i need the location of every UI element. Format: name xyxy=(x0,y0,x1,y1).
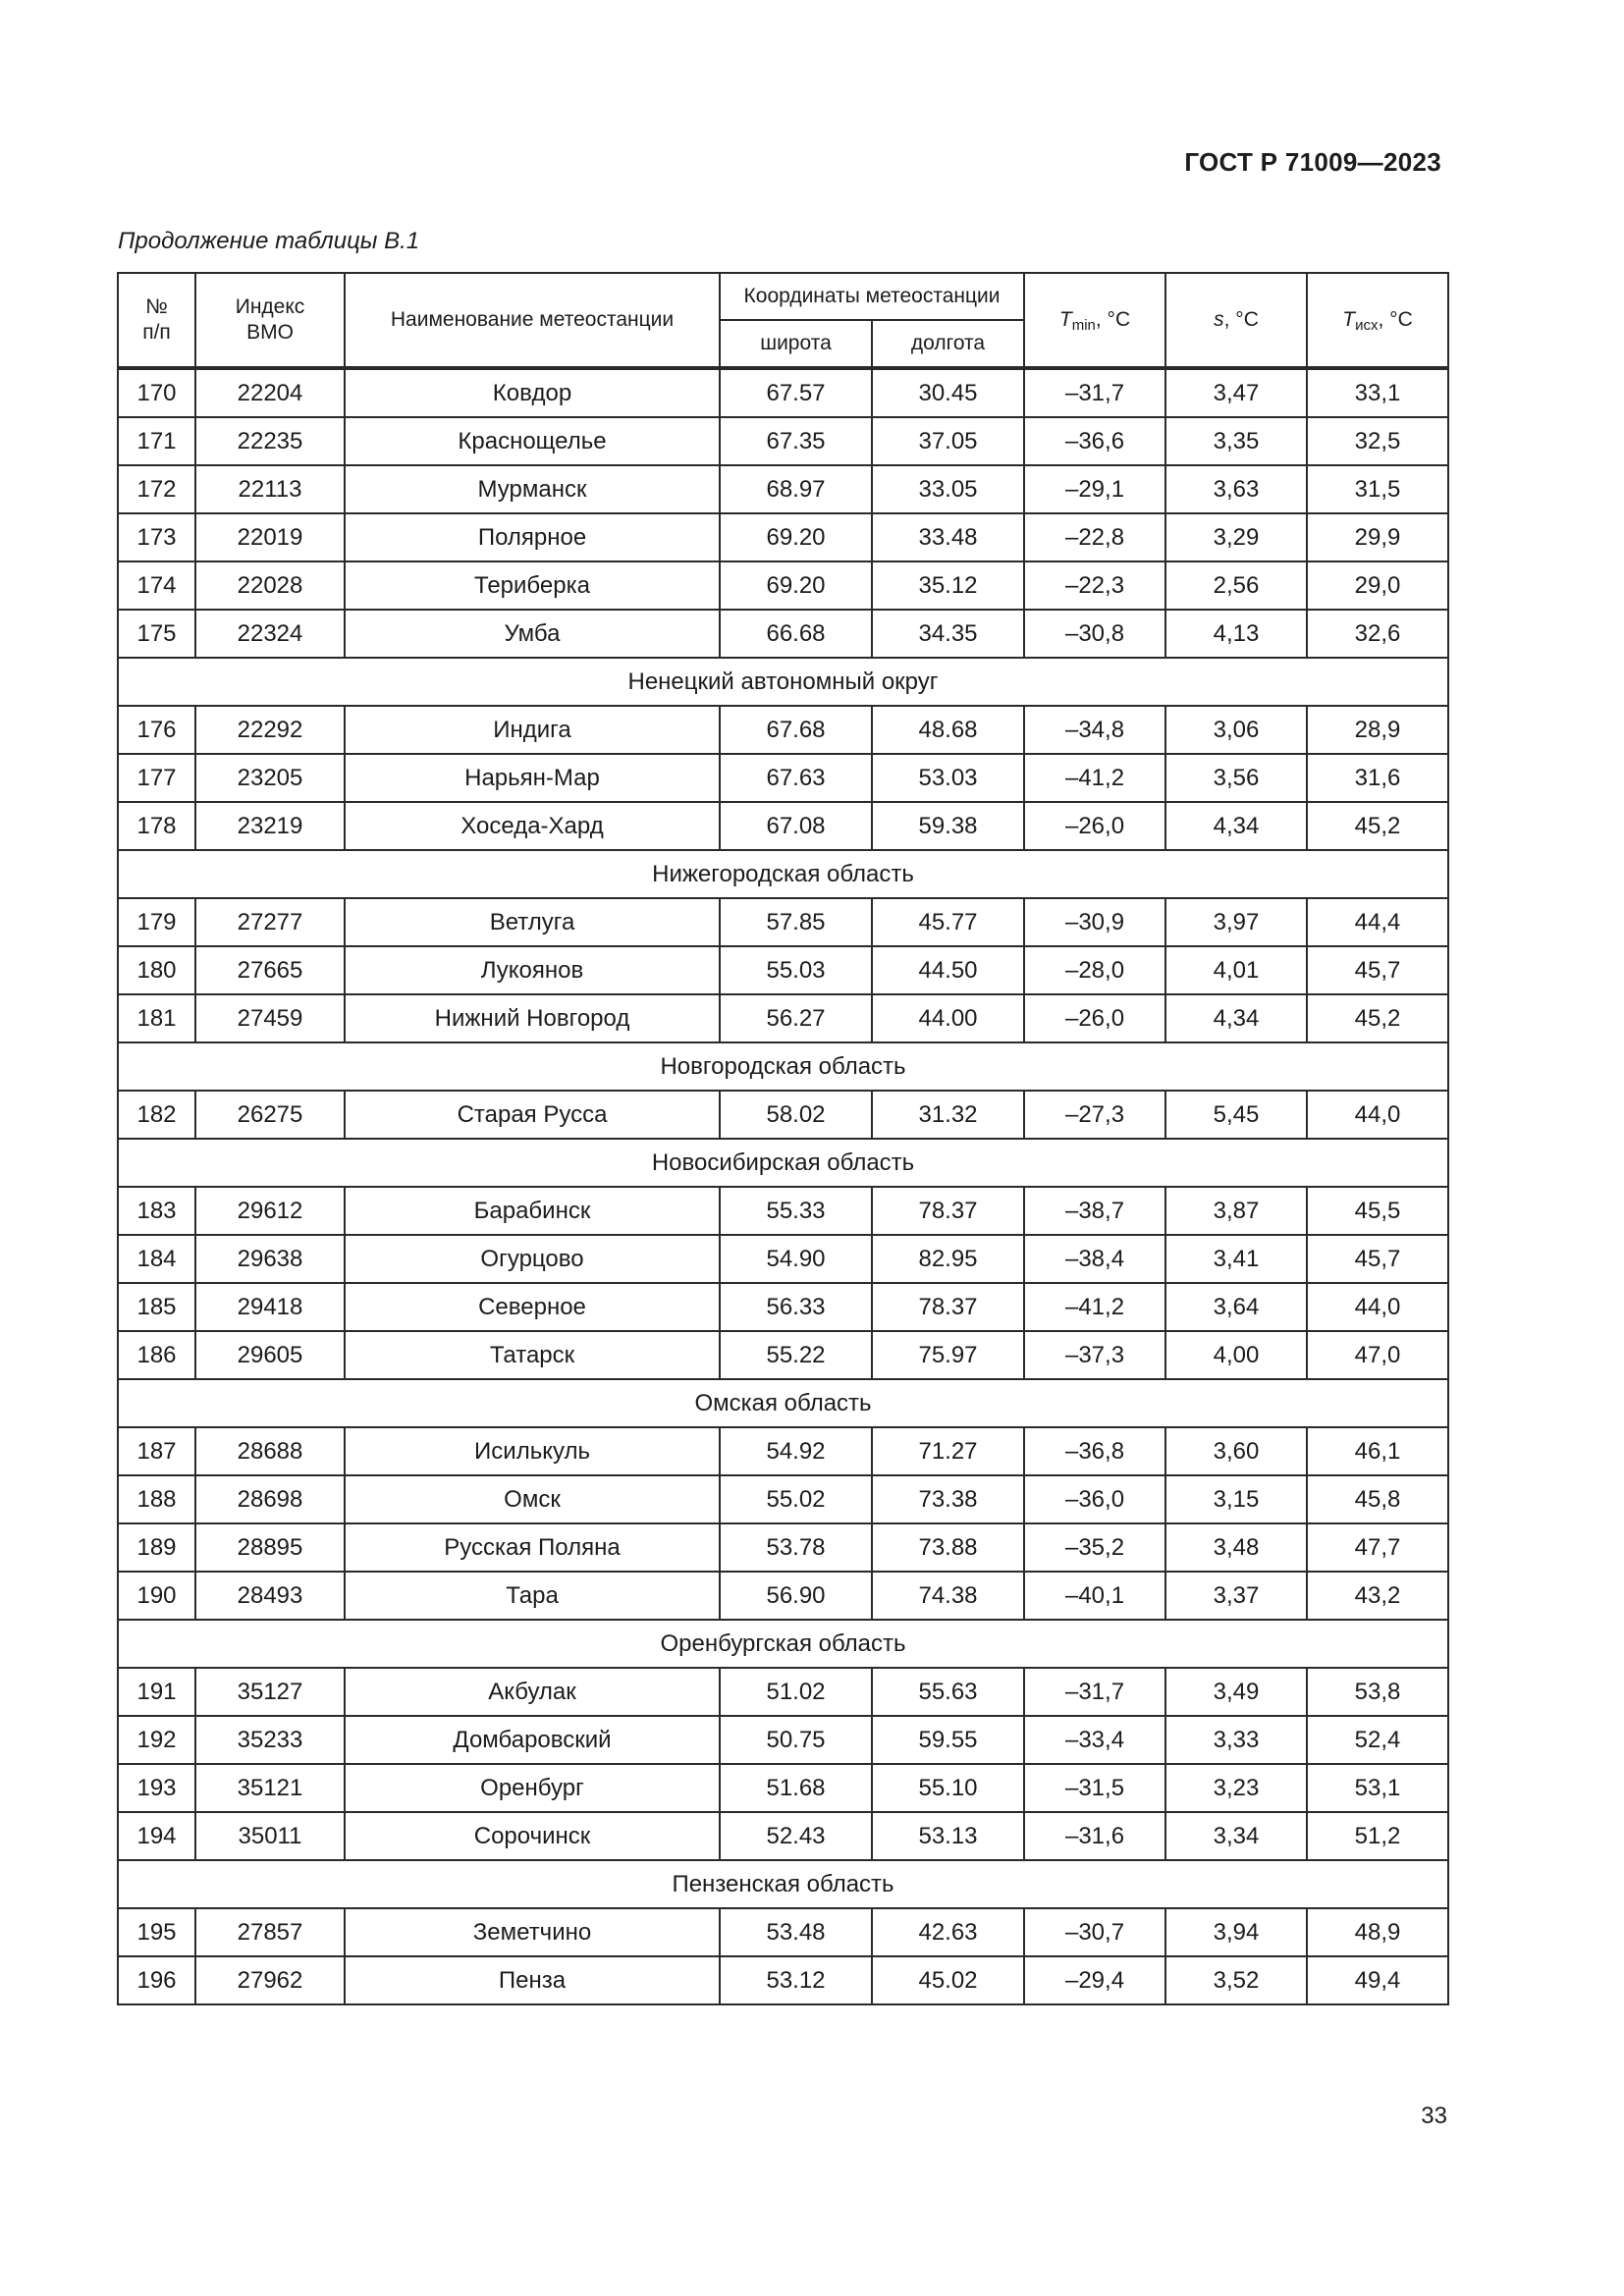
stations-table xyxy=(117,272,1449,2005)
cell-tmin: –26,0 xyxy=(1024,994,1165,1042)
cell-s: 3,87 xyxy=(1165,1187,1307,1235)
cell-tisx: 44,0 xyxy=(1307,1091,1448,1139)
cell-tisx: 32,6 xyxy=(1307,610,1448,658)
cell-latitude: 67.35 xyxy=(720,417,872,465)
cell-tmin: –22,3 xyxy=(1024,561,1165,610)
cell-longitude: 42.63 xyxy=(872,1908,1024,1956)
cell-s: 3,60 xyxy=(1165,1427,1307,1475)
cell-tmin: –30,9 xyxy=(1024,898,1165,946)
region-name: Новгородская область xyxy=(118,1042,1448,1091)
header-tisx xyxy=(1307,273,1448,368)
header-coordinates: Координаты метеостанции xyxy=(720,273,1024,320)
region-name: Новосибирская область xyxy=(118,1139,1448,1187)
cell-s: 3,06 xyxy=(1165,706,1307,754)
cell-number: 170 xyxy=(118,368,195,417)
header-number xyxy=(118,273,195,368)
cell-station-name: Лукоянов xyxy=(345,946,720,994)
cell-s: 5,45 xyxy=(1165,1091,1307,1139)
cell-tisx: 45,2 xyxy=(1307,994,1448,1042)
cell-number: 180 xyxy=(118,946,195,994)
cell-wmo-index: 28698 xyxy=(195,1475,345,1523)
cell-wmo-index: 22019 xyxy=(195,513,345,561)
cell-tisx: 45,2 xyxy=(1307,802,1448,850)
cell-latitude: 67.57 xyxy=(720,368,872,417)
table-row xyxy=(118,1812,1448,1860)
cell-s: 3,49 xyxy=(1165,1668,1307,1716)
cell-wmo-index: 22235 xyxy=(195,417,345,465)
region-row xyxy=(118,1860,1448,1908)
cell-number: 193 xyxy=(118,1764,195,1812)
cell-latitude: 53.12 xyxy=(720,1956,872,2004)
cell-s: 4,34 xyxy=(1165,994,1307,1042)
cell-number: 194 xyxy=(118,1812,195,1860)
table-row xyxy=(118,1908,1448,1956)
cell-tisx: 46,1 xyxy=(1307,1427,1448,1475)
cell-wmo-index: 29605 xyxy=(195,1331,345,1379)
cell-longitude: 78.37 xyxy=(872,1283,1024,1331)
cell-number: 171 xyxy=(118,417,195,465)
cell-longitude: 31.32 xyxy=(872,1091,1024,1139)
cell-tisx: 44,4 xyxy=(1307,898,1448,946)
region-name: Пензенская область xyxy=(118,1860,1448,1908)
cell-s: 4,13 xyxy=(1165,610,1307,658)
cell-s: 3,37 xyxy=(1165,1572,1307,1620)
cell-wmo-index: 35233 xyxy=(195,1716,345,1764)
cell-number: 186 xyxy=(118,1331,195,1379)
table-row xyxy=(118,1764,1448,1812)
cell-tisx: 28,9 xyxy=(1307,706,1448,754)
header-wmo-line2: ВМО xyxy=(246,321,294,344)
table-row xyxy=(118,1187,1448,1235)
cell-latitude: 56.33 xyxy=(720,1283,872,1331)
cell-station-name: Оренбург xyxy=(345,1764,720,1812)
region-row xyxy=(118,850,1448,898)
header-tisx-symbol: T xyxy=(1342,308,1356,331)
cell-wmo-index: 28493 xyxy=(195,1572,345,1620)
cell-s: 3,35 xyxy=(1165,417,1307,465)
cell-station-name: Нижний Новгород xyxy=(345,994,720,1042)
cell-longitude: 45.02 xyxy=(872,1956,1024,2004)
table-row xyxy=(118,610,1448,658)
cell-tisx: 45,7 xyxy=(1307,946,1448,994)
cell-tmin: –38,4 xyxy=(1024,1235,1165,1283)
cell-latitude: 69.20 xyxy=(720,513,872,561)
cell-tmin: –28,0 xyxy=(1024,946,1165,994)
cell-tmin: –41,2 xyxy=(1024,754,1165,802)
cell-s: 3,34 xyxy=(1165,1812,1307,1860)
cell-tmin: –29,4 xyxy=(1024,1956,1165,2004)
cell-station-name: Хоседа-Хард xyxy=(345,802,720,850)
cell-wmo-index: 27459 xyxy=(195,994,345,1042)
cell-latitude: 69.20 xyxy=(720,561,872,610)
cell-s: 2,56 xyxy=(1165,561,1307,610)
cell-number: 196 xyxy=(118,1956,195,2004)
table-row xyxy=(118,465,1448,513)
cell-latitude: 53.48 xyxy=(720,1908,872,1956)
table-row xyxy=(118,1716,1448,1764)
cell-tisx: 32,5 xyxy=(1307,417,1448,465)
cell-tisx: 43,2 xyxy=(1307,1572,1448,1620)
cell-longitude: 45.77 xyxy=(872,898,1024,946)
table-row xyxy=(118,1427,1448,1475)
cell-tisx: 33,1 xyxy=(1307,368,1448,417)
cell-longitude: 55.10 xyxy=(872,1764,1024,1812)
cell-tmin: –31,6 xyxy=(1024,1812,1165,1860)
cell-latitude: 55.22 xyxy=(720,1331,872,1379)
cell-latitude: 55.03 xyxy=(720,946,872,994)
cell-wmo-index: 29418 xyxy=(195,1283,345,1331)
cell-tisx: 53,1 xyxy=(1307,1764,1448,1812)
cell-tmin: –30,8 xyxy=(1024,610,1165,658)
cell-number: 191 xyxy=(118,1668,195,1716)
cell-number: 178 xyxy=(118,802,195,850)
cell-tmin: –38,7 xyxy=(1024,1187,1165,1235)
cell-latitude: 58.02 xyxy=(720,1091,872,1139)
cell-tmin: –36,0 xyxy=(1024,1475,1165,1523)
cell-latitude: 54.92 xyxy=(720,1427,872,1475)
cell-number: 176 xyxy=(118,706,195,754)
cell-tisx: 31,6 xyxy=(1307,754,1448,802)
cell-tmin: –33,4 xyxy=(1024,1716,1165,1764)
table-body xyxy=(118,368,1448,2004)
cell-longitude: 44.00 xyxy=(872,994,1024,1042)
region-row xyxy=(118,1620,1448,1668)
cell-longitude: 37.05 xyxy=(872,417,1024,465)
region-row xyxy=(118,1042,1448,1091)
cell-tisx: 49,4 xyxy=(1307,1956,1448,2004)
cell-wmo-index: 27962 xyxy=(195,1956,345,2004)
cell-tisx: 53,8 xyxy=(1307,1668,1448,1716)
cell-wmo-index: 35011 xyxy=(195,1812,345,1860)
cell-s: 4,01 xyxy=(1165,946,1307,994)
cell-longitude: 71.27 xyxy=(872,1427,1024,1475)
cell-station-name: Акбулак xyxy=(345,1668,720,1716)
cell-tisx: 31,5 xyxy=(1307,465,1448,513)
cell-longitude: 55.63 xyxy=(872,1668,1024,1716)
cell-longitude: 82.95 xyxy=(872,1235,1024,1283)
cell-station-name: Сорочинск xyxy=(345,1812,720,1860)
cell-number: 172 xyxy=(118,465,195,513)
table-row xyxy=(118,417,1448,465)
cell-latitude: 66.68 xyxy=(720,610,872,658)
header-latitude: широта xyxy=(720,320,872,368)
cell-latitude: 57.85 xyxy=(720,898,872,946)
cell-tisx: 44,0 xyxy=(1307,1283,1448,1331)
header-tmin-subscript: min xyxy=(1071,317,1096,334)
region-name: Нижегородская область xyxy=(118,850,1448,898)
header-station-name: Наименование метеостанции xyxy=(345,273,720,368)
cell-wmo-index: 23205 xyxy=(195,754,345,802)
cell-tmin: –34,8 xyxy=(1024,706,1165,754)
cell-tmin: –41,2 xyxy=(1024,1283,1165,1331)
header-wmo-line1: Индекс xyxy=(235,295,305,318)
cell-station-name: Нарьян-Мар xyxy=(345,754,720,802)
table-row xyxy=(118,946,1448,994)
header-wmo-index xyxy=(195,273,345,368)
table-row xyxy=(118,1091,1448,1139)
cell-longitude: 59.55 xyxy=(872,1716,1024,1764)
header-tisx-unit: , °C xyxy=(1378,308,1413,331)
cell-s: 3,64 xyxy=(1165,1283,1307,1331)
cell-tmin: –27,3 xyxy=(1024,1091,1165,1139)
cell-tisx: 47,7 xyxy=(1307,1523,1448,1572)
cell-tmin: –22,8 xyxy=(1024,513,1165,561)
cell-wmo-index: 22113 xyxy=(195,465,345,513)
cell-wmo-index: 22204 xyxy=(195,368,345,417)
cell-longitude: 34.35 xyxy=(872,610,1024,658)
header-number-line2: п/п xyxy=(142,321,171,344)
cell-number: 177 xyxy=(118,754,195,802)
cell-tmin: –40,1 xyxy=(1024,1572,1165,1620)
table-row xyxy=(118,1668,1448,1716)
region-row xyxy=(118,1139,1448,1187)
cell-wmo-index: 28688 xyxy=(195,1427,345,1475)
cell-latitude: 55.33 xyxy=(720,1187,872,1235)
cell-s: 3,97 xyxy=(1165,898,1307,946)
table-row xyxy=(118,898,1448,946)
table-row xyxy=(118,368,1448,417)
cell-number: 189 xyxy=(118,1523,195,1572)
table-row xyxy=(118,754,1448,802)
cell-station-name: Русская Поляна xyxy=(345,1523,720,1572)
cell-latitude: 67.68 xyxy=(720,706,872,754)
cell-wmo-index: 29638 xyxy=(195,1235,345,1283)
table-row xyxy=(118,1956,1448,2004)
cell-tisx: 47,0 xyxy=(1307,1331,1448,1379)
cell-longitude: 78.37 xyxy=(872,1187,1024,1235)
cell-station-name: Ветлуга xyxy=(345,898,720,946)
cell-station-name: Тара xyxy=(345,1572,720,1620)
cell-tmin: –29,1 xyxy=(1024,465,1165,513)
cell-s: 4,00 xyxy=(1165,1331,1307,1379)
cell-wmo-index: 26275 xyxy=(195,1091,345,1139)
cell-station-name: Полярное xyxy=(345,513,720,561)
cell-latitude: 55.02 xyxy=(720,1475,872,1523)
cell-number: 187 xyxy=(118,1427,195,1475)
page-number: 33 xyxy=(1421,2103,1447,2129)
cell-station-name: Исилькуль xyxy=(345,1427,720,1475)
cell-longitude: 33.48 xyxy=(872,513,1024,561)
region-row xyxy=(118,1379,1448,1427)
table-row xyxy=(118,1572,1448,1620)
cell-s: 4,34 xyxy=(1165,802,1307,850)
cell-wmo-index: 27277 xyxy=(195,898,345,946)
cell-number: 192 xyxy=(118,1716,195,1764)
cell-station-name: Домбаровский xyxy=(345,1716,720,1764)
cell-longitude: 53.03 xyxy=(872,754,1024,802)
document-id: ГОСТ Р 71009—2023 xyxy=(1184,147,1441,177)
cell-number: 183 xyxy=(118,1187,195,1235)
table-row xyxy=(118,706,1448,754)
header-tmin-unit: , °C xyxy=(1095,308,1131,331)
cell-wmo-index: 28895 xyxy=(195,1523,345,1572)
cell-wmo-index: 23219 xyxy=(195,802,345,850)
region-name: Омская область xyxy=(118,1379,1448,1427)
cell-latitude: 56.90 xyxy=(720,1572,872,1620)
cell-station-name: Омск xyxy=(345,1475,720,1523)
cell-tmin: –37,3 xyxy=(1024,1331,1165,1379)
header-tmin xyxy=(1024,273,1165,368)
table-row xyxy=(118,561,1448,610)
cell-latitude: 50.75 xyxy=(720,1716,872,1764)
cell-tisx: 45,5 xyxy=(1307,1187,1448,1235)
cell-longitude: 44.50 xyxy=(872,946,1024,994)
cell-station-name: Татарск xyxy=(345,1331,720,1379)
cell-s: 3,41 xyxy=(1165,1235,1307,1283)
cell-number: 179 xyxy=(118,898,195,946)
cell-number: 181 xyxy=(118,994,195,1042)
region-name: Оренбургская область xyxy=(118,1620,1448,1668)
cell-station-name: Мурманск xyxy=(345,465,720,513)
table-header xyxy=(118,273,1448,368)
cell-tmin: –35,2 xyxy=(1024,1523,1165,1572)
cell-wmo-index: 35127 xyxy=(195,1668,345,1716)
cell-number: 175 xyxy=(118,610,195,658)
cell-number: 185 xyxy=(118,1283,195,1331)
cell-s: 3,94 xyxy=(1165,1908,1307,1956)
header-number-line1: № xyxy=(145,295,168,318)
cell-s: 3,23 xyxy=(1165,1764,1307,1812)
header-s xyxy=(1165,273,1307,368)
cell-tmin: –31,5 xyxy=(1024,1764,1165,1812)
cell-wmo-index: 35121 xyxy=(195,1764,345,1812)
cell-longitude: 73.88 xyxy=(872,1523,1024,1572)
cell-latitude: 52.43 xyxy=(720,1812,872,1860)
cell-longitude: 53.13 xyxy=(872,1812,1024,1860)
cell-number: 173 xyxy=(118,513,195,561)
cell-tisx: 52,4 xyxy=(1307,1716,1448,1764)
table-row xyxy=(118,1283,1448,1331)
cell-tmin: –31,7 xyxy=(1024,368,1165,417)
cell-station-name: Старая Русса xyxy=(345,1091,720,1139)
cell-longitude: 35.12 xyxy=(872,561,1024,610)
cell-wmo-index: 22324 xyxy=(195,610,345,658)
cell-s: 3,33 xyxy=(1165,1716,1307,1764)
cell-tmin: –36,6 xyxy=(1024,417,1165,465)
table-caption: Продолжение таблицы В.1 xyxy=(118,228,420,254)
cell-s: 3,63 xyxy=(1165,465,1307,513)
cell-tisx: 48,9 xyxy=(1307,1908,1448,1956)
table-row xyxy=(118,1331,1448,1379)
header-tisx-subscript: исх xyxy=(1355,317,1379,334)
cell-s: 3,52 xyxy=(1165,1956,1307,2004)
cell-wmo-index: 29612 xyxy=(195,1187,345,1235)
cell-station-name: Умба xyxy=(345,610,720,658)
cell-number: 195 xyxy=(118,1908,195,1956)
cell-latitude: 67.08 xyxy=(720,802,872,850)
table-row xyxy=(118,1235,1448,1283)
cell-latitude: 67.63 xyxy=(720,754,872,802)
cell-s: 3,29 xyxy=(1165,513,1307,561)
header-longitude: долгота xyxy=(872,320,1024,368)
cell-station-name: Барабинск xyxy=(345,1187,720,1235)
cell-s: 3,47 xyxy=(1165,368,1307,417)
cell-station-name: Ковдор xyxy=(345,368,720,417)
cell-wmo-index: 27857 xyxy=(195,1908,345,1956)
cell-tisx: 45,7 xyxy=(1307,1235,1448,1283)
table-row xyxy=(118,1475,1448,1523)
table-row xyxy=(118,1523,1448,1572)
cell-station-name: Краснощелье xyxy=(345,417,720,465)
cell-number: 174 xyxy=(118,561,195,610)
cell-tmin: –26,0 xyxy=(1024,802,1165,850)
cell-longitude: 74.38 xyxy=(872,1572,1024,1620)
cell-tisx: 29,0 xyxy=(1307,561,1448,610)
cell-latitude: 68.97 xyxy=(720,465,872,513)
cell-tmin: –30,7 xyxy=(1024,1908,1165,1956)
cell-number: 190 xyxy=(118,1572,195,1620)
table-row xyxy=(118,802,1448,850)
cell-s: 3,48 xyxy=(1165,1523,1307,1572)
cell-number: 184 xyxy=(118,1235,195,1283)
cell-longitude: 59.38 xyxy=(872,802,1024,850)
cell-longitude: 33.05 xyxy=(872,465,1024,513)
cell-number: 182 xyxy=(118,1091,195,1139)
cell-wmo-index: 22292 xyxy=(195,706,345,754)
header-s-symbol: s xyxy=(1214,308,1224,331)
cell-latitude: 56.27 xyxy=(720,994,872,1042)
cell-tisx: 29,9 xyxy=(1307,513,1448,561)
region-name: Ненецкий автономный округ xyxy=(118,658,1448,706)
cell-longitude: 30.45 xyxy=(872,368,1024,417)
cell-station-name: Земетчино xyxy=(345,1908,720,1956)
cell-latitude: 51.68 xyxy=(720,1764,872,1812)
cell-station-name: Териберка xyxy=(345,561,720,610)
cell-tisx: 51,2 xyxy=(1307,1812,1448,1860)
cell-latitude: 54.90 xyxy=(720,1235,872,1283)
cell-station-name: Индига xyxy=(345,706,720,754)
cell-s: 3,15 xyxy=(1165,1475,1307,1523)
cell-station-name: Пенза xyxy=(345,1956,720,2004)
cell-tisx: 45,8 xyxy=(1307,1475,1448,1523)
cell-longitude: 48.68 xyxy=(872,706,1024,754)
header-tmin-symbol: T xyxy=(1058,308,1072,331)
cell-station-name: Северное xyxy=(345,1283,720,1331)
cell-longitude: 73.38 xyxy=(872,1475,1024,1523)
header-s-unit: , °C xyxy=(1223,308,1259,331)
cell-longitude: 75.97 xyxy=(872,1331,1024,1379)
cell-latitude: 51.02 xyxy=(720,1668,872,1716)
cell-number: 188 xyxy=(118,1475,195,1523)
cell-station-name: Огурцово xyxy=(345,1235,720,1283)
table-row xyxy=(118,513,1448,561)
cell-tmin: –31,7 xyxy=(1024,1668,1165,1716)
region-row xyxy=(118,658,1448,706)
cell-tmin: –36,8 xyxy=(1024,1427,1165,1475)
table-row xyxy=(118,994,1448,1042)
cell-s: 3,56 xyxy=(1165,754,1307,802)
cell-wmo-index: 27665 xyxy=(195,946,345,994)
cell-latitude: 53.78 xyxy=(720,1523,872,1572)
cell-wmo-index: 22028 xyxy=(195,561,345,610)
